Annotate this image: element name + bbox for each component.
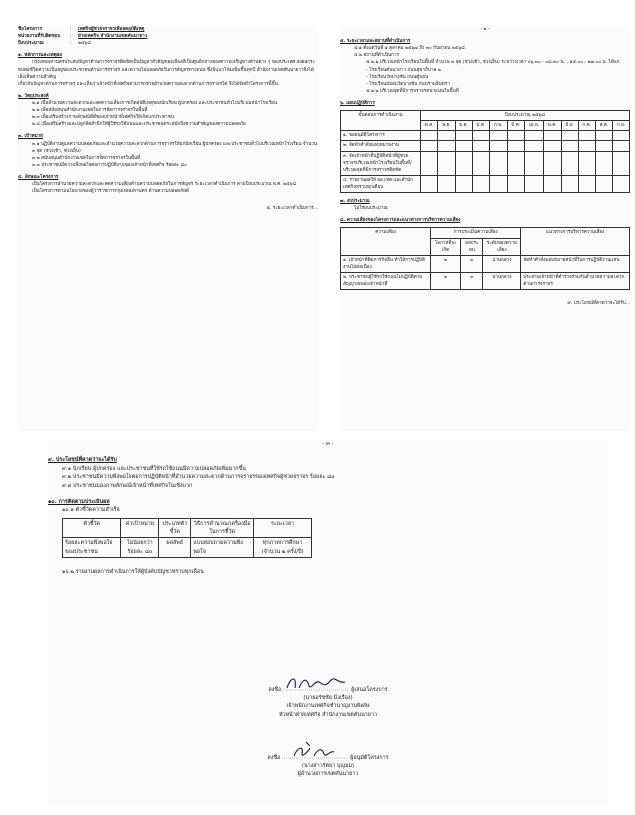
approver-signature-block [198,740,458,779]
month-header: มี.ค. [507,121,525,131]
signer-position: หัวหน้าฝ่ายเทศกิจ สำนักงานเขตคันนายาว [279,711,377,718]
section-9-item: ๙.๑ นักเรียน ผู้ปกครอง และประชาชนที่ใช้รถใช้ถนนมีความปลอดภัยเพิ่มมากขึ้น [62,465,246,472]
fiscal-label: ปีงบประมาณ [18,41,44,47]
agency-name: ฝ่ายเทศกิจ สำนักงานเขตคันนายาว [78,34,148,40]
risk-approach-header: แนวทางการบริหารความเสี่ยง [521,228,630,255]
section-1-title: ๑. หลักการและเหตุผล [18,53,63,59]
section-1-paragraph-1: กรุงเทพมหานครประสบปัญหาด้านการจราจรติดขัดเป็นปัญหาสำคัญของเมืองที่เป็นศูนย์กลางของความเจริญทางด้านต่าง ๆ ของประเทศ ส่งผลกระทบต่อชีวิตความเป็นอยู่ของประชาชนด้านการจราจร และความไม่ปลอดภัยในการสัญจรทางถนน ซึ่งมีแนวโน้มเพิ่มขึ้นทุกปี สำนักงานเขตคันนายาวจึงได้เล็งเห็นความสำคัญ [18,60,315,80]
section-6-title: ๖. แผนปฏิบัติการ [340,100,375,106]
signer-position: เจ้าพนักงานเทศกิจชำนาญงานพิเศษ [286,703,370,710]
section-7-paragraph: ไม่ใช้งบประมาณ [354,206,388,212]
fiscal-year: ๒๕๖๘ [78,41,91,47]
month-header: เม.ย. [525,121,544,131]
section-4-paragraph-1: เป็นโครงการอำนวยความสะดวกและลดความเสี่ยงด้านความปลอดภัยในการสัญจร ระยะเวลาดำเนินการ ตามปีงบประมาณ พ.ศ. ๒๕๖๘ [32,182,297,188]
action-plan-table [340,110,630,193]
section-9-item: ๙.๓ ประชาชนมองภาพลักษณ์เจ้าหน้าที่เทศกิจในเชิงบวก [62,482,193,489]
section-3-item: ๓.๒ สนับสนุนสำนักงานเขตในการจัดการจราจรในพื้นที่ [32,155,141,161]
signature-prefix: ลงชื่อ [268,686,282,693]
signature-role: ผู้เสนอโครงการ [351,686,388,693]
document-page-1 [18,26,318,431]
risk-cell: ๑. เจ้าหน้าที่ติดภารกิจอื่น ทำให้การปฏิบัติงานไม่ต่อเนื่อง [341,255,431,272]
school-item: - โรงเรียนคันนายาว ถนนสุขาภิบาล ๒ [366,67,441,73]
target-header: ค่าเป้าหมาย [121,518,159,538]
level-cell: ปานกลาง [483,272,521,289]
approach-cell: ประสานเจ้าหน้าที่ตำรวจร่วมกันอำนวยความสะดวกด้านการจราจร [521,272,630,289]
target-cell: ไม่น้อยกว่าร้อยละ ๘๐ [121,538,159,558]
section-10-title: ๑๐. การติดตามประเมินผล [48,498,110,505]
section-5-subitem: ๕.๒.๑ บริเวณหน้าโรงเรียนในพื้นที่ จำนวน ๓ จุด (ช่วงเช้า, ช่วงเย็น) ระหว่างเวลา ๐๖.๓๐ - ๐๘.๓๐ น. , ๑๕.๐๐ - ๑๗.๐๐ น. ได้แก่ [366,60,620,66]
page-2-continuation: ๙. ประโยชน์ที่คาดว่าจะได้รับ... [567,301,630,307]
section-2-item: ๒.๒ เพื่อสนับสนุนสำนักงานเขตในการจัดการจราจรในพื้นที่ [32,108,148,114]
page-1-continuation: ๕. ระยะเวลาดำเนินการ... [266,206,318,212]
likelihood-cell: ๒ [431,255,461,272]
section-2-title: ๒. วัตถุประสงค์ [18,93,49,99]
section-5-item: ๕.๒ สถานที่ดำเนินการ [354,53,399,59]
risk-header: ความเสี่ยง [341,228,431,255]
section-3-title: ๓. เป้าหมาย [18,134,43,140]
school-item: - โรงเรียนมัธยมวัดบางชัน ถนนรามอินทรา [366,81,450,87]
signer-name: (นายอรัชชัย มิ่งเรือง) [303,695,353,701]
document-page-3 [48,440,608,805]
section-9-title: ๙. ประโยชน์ที่คาดว่าจะได้รับ [48,457,117,464]
agency-row: หน่วยงานที่รับผิดชอบ : ฝ่ายเทศกิจ สำนักงานเขตคันนายาว [18,33,318,40]
level-header: ระดับของความเสี่ยง [483,238,521,255]
project-name-row: ชื่อโครงการ : เทศกิจผู้ช่วยจราจรเพื่อลดอุบัติเหตุ [18,26,318,33]
table-row [63,538,312,558]
month-header: ส.ค. [595,121,612,131]
section-4-title: ๔. ลักษณะโครงการ [18,174,59,180]
section-3-item: ๓.๑ ปฏิบัติงานดูแลความปลอดภัยและอำนวยความสะดวกด้านการจราจรให้แก่นักเรียน ผู้ปกครอง และประชาชนทั่วไปบริเวณหน้าโรงเรียน จำนวน ๓ จุด (ช่วงเช้า, ช่วงเย็น) [32,141,318,154]
signer-name: (นางสาวรัตยา บุญมม) [301,763,355,769]
fiscal-row: ปีงบประมาณ : ๒๕๖๘ [18,40,318,47]
plan-step: ๒. จัดทำคำสั่งมอบหมายงาน [341,141,421,151]
project-name: เทศกิจผู้ช่วยจราจรเพื่อลดอุบัติเหตุ [78,27,145,32]
impact-cell: ๓ [461,272,483,289]
signature-prefix: ลงชื่อ [267,754,281,761]
indicator-cell: ร้อยละความพึงพอใจของประชาชน [63,538,121,558]
table-row [341,272,630,289]
month-header: ม.ค. [472,121,490,131]
section-4-paragraph-2: เป็นโครงการตามนโยบายของผู้ว่าราชการกรุงเทพมหานคร ด้านความปลอดภัยดี [32,189,189,195]
month-header: ก.ย. [613,121,630,131]
document-page-2 [340,26,630,431]
section-7-title: ๗. งบประมาณ [340,199,370,205]
risk-table [340,227,630,290]
table-row [341,175,630,192]
month-header: พ.ย. [438,121,455,131]
plan-step: ๑. ขออนุมัติโครงการ [341,131,421,141]
section-5-item: ๕.๑ ตั้งแต่วันที่ ๑ ตุลาคม ๒๕๖๗ ถึง ๓๐ กันยายน ๒๕๖๘ [354,46,465,52]
month-header: ธ.ค. [455,121,472,131]
plan-step: ๔. รายงานผลให้ ผอ.เขต และสำนักเทศกิจทราบทุกเดือน [341,175,421,192]
agency-label: หน่วยงานที่รับผิดชอบ [18,34,61,40]
likelihood-header: โอกาสที่จะเกิด [431,238,461,255]
section-8-title: ๘. ความเสี่ยงของโครงการและแนวทางการบริหารความเสี่ยง [340,218,461,224]
impact-header: ผลกระทบ [461,238,483,255]
period-cell: ทุกภาคการศึกษา (จำนวน ๒ ครั้ง/ปี) [254,538,312,558]
risk-cell: ๒. ประชาชนผู้ใช้รถใช้ถนนไม่ปฏิบัติตามสัญญาณของเจ้าหน้าที่ [341,272,431,289]
section-2-item: ๒.๓ เพื่อเสริมสร้างภาพลักษณ์ที่ดีของเจ้าหน้าที่เทศกิจให้เกิดแก่ประชาชน [32,115,174,121]
impact-cell: ๓ [461,255,483,272]
section-2-item: ๒.๑ เพื่ออำนวยความสะดวกและลดความเสี่ยงการเกิดอุบัติเหตุของนักเรียน ผู้ปกครอง และประชาชนทั่วไปบริเวณหน้าโรงเรียน [32,100,278,106]
month-header: ก.พ. [490,121,507,131]
section-10-item-2: ๑๐.๒ รายงานผลการดำเนินการให้ผู้บังคับบัญชาทราบทุกเดือน [62,569,204,576]
school-item: - โรงเรียนวัดบางชัน ถนนคู้บอน [366,74,429,80]
section-10-subtitle: ๑๐.๑ ตัวชี้วัดความสำเร็จ [62,507,120,514]
table-row [341,255,630,272]
handwritten-signature-icon [280,740,350,762]
month-header: ก.ค. [578,121,595,131]
signature-role: ผู้อนุมัติโครงการ [350,754,389,761]
level-cell: ปานกลาง [483,255,521,272]
signer-position: ผู้อำนวยการเขตคันนายาว [297,771,359,778]
plan-year-header: ปีงบประมาณ ๒๕๖๘ [421,111,630,121]
method-header: วิธีการคำนวณ/เครื่องมือในการชี้วัด [191,518,254,538]
proposer-signature-block [198,672,458,719]
section-5-title: ๕. ระยะเวลาและสถานที่ดำเนินการ [340,39,411,45]
risk-assess-header: การประเมินความเสี่ยง [431,228,521,238]
section-3-paragraph: ๓.๓ ประชาชนมีความพึงพอใจต่อการปฏิบัติงานของเจ้าหน้าที่เทศกิจ ร้อยละ ๘๐ [32,162,187,168]
month-header: ต.ค. [421,121,438,131]
handwritten-signature-icon [281,672,351,694]
section-5-subitem-2: ๕.๒.๒ บริเวณจุดที่มีการจราจรหนาแน่นในพื้นที่ [366,88,459,94]
table-row [341,131,630,141]
method-cell: แบบสอบถามความพึงพอใจ [191,538,254,558]
table-row [341,141,630,151]
period-header: ระยะเวลา [254,518,312,538]
type-cell: ผลลัพธ์ [159,538,191,558]
page-number: - ๓ - [322,441,334,447]
plan-column-header: ขั้นตอนการดำเนินงาน [341,111,421,131]
section-9-item: ๙.๒ ประชาชนมีความพึงพอใจต่อการปฏิบัติหน้าที่อำนวยความสะดวกด้านการจราจรของเทศกิจผู้ช่วยจราจร ร้อยละ ๘๐ [62,474,335,481]
likelihood-cell: ๒ [431,272,461,289]
section-1-paragraph-2: เกี่ยวกับปัญหาด้านการจราจร และเห็นว่าเจ้าหน้าที่เทศกิจสามารถช่วยอำนวยความสะดวกด้านการจราจรได้ จึงได้จัดทำโครงการนี้ขึ้น [18,81,278,87]
project-label: ชื่อโครงการ [18,27,42,32]
month-header: มิ.ย. [561,121,578,131]
approach-cell: จัดทำคำสั่งมอบหมายหน้าที่ในการปฏิบัติงานแทน [521,255,630,272]
month-header: พ.ค. [544,121,562,131]
table-row [341,151,630,175]
page-number: - ๒ - [480,27,490,32]
indicator-header: ตัวชี้วัด [63,518,121,538]
indicator-table [62,518,312,559]
section-2-item: ๒.๔ เพื่อเสริมสร้างและปลูกจิตสำนึกให้ผู้ใช้รถใช้ถนนและประชาชนตระหนักถึงความสำคัญของความปลอดภัย [32,122,246,128]
type-header: ประเภทตัวชี้วัด [159,518,191,538]
plan-step: ๓. จัดเจ้าหน้าที่ปฏิบัติหน้าที่ผู้ช่วยจราจรบริเวณหน้าโรงเรียนในพื้นที่/บริเวณจุดที่มีการจราจรติดขัด [341,151,421,175]
